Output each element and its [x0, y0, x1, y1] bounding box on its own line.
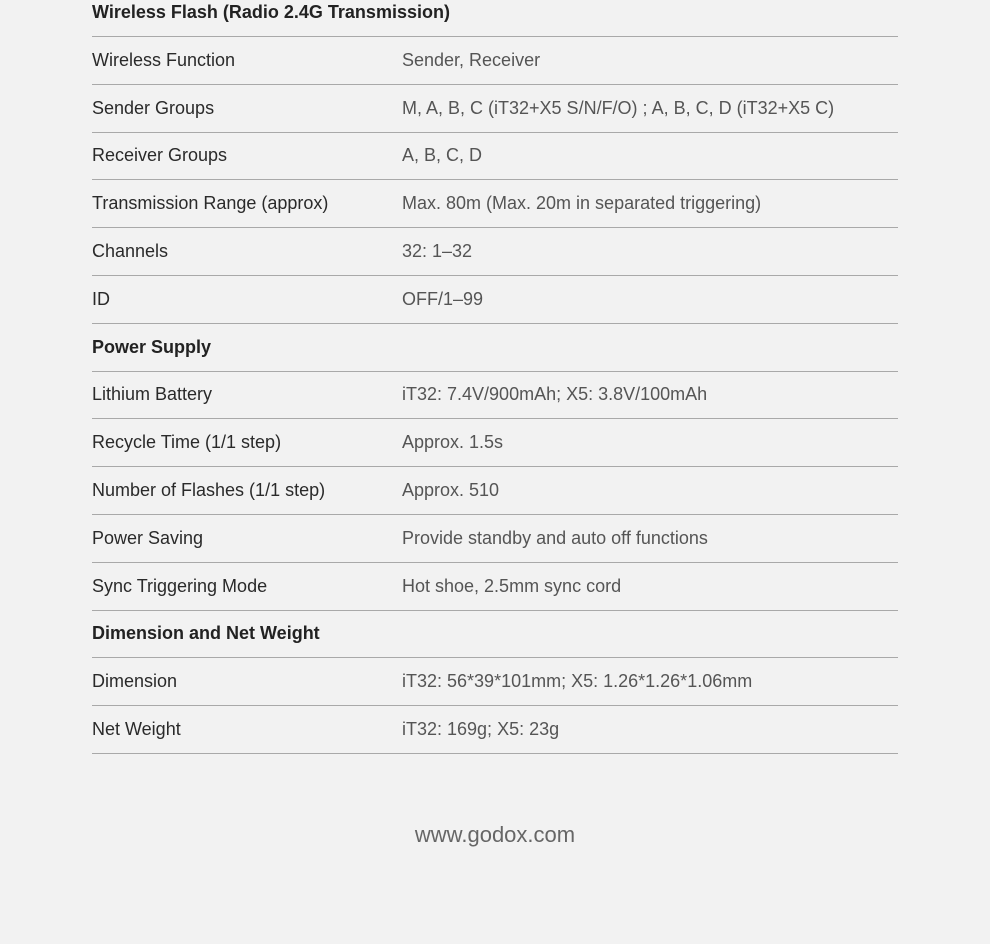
- spec-value: Hot shoe, 2.5mm sync cord: [402, 575, 622, 596]
- footer-website-url: www.godox.com: [414, 822, 576, 847]
- spec-label: Recycle Time (1/1 step): [92, 432, 282, 453]
- spec-value: OFF/1–99: [402, 288, 484, 309]
- spec-value: Sender, Receiver: [402, 49, 541, 70]
- section-header-wireless-flash: [92, 0, 898, 37]
- section-header-dimension-weight: [92, 611, 898, 659]
- spec-label: Transmission Range (approx): [92, 193, 329, 214]
- section-title: Power Supply: [92, 336, 212, 357]
- section-title: Wireless Flash (Radio 2.4G Transmission): [92, 2, 450, 22]
- spec-value: iT32: 169g; X5: 23g: [402, 718, 560, 739]
- spec-row-dimension: [92, 658, 898, 706]
- spec-label: Receiver Groups: [92, 145, 228, 166]
- spec-label: Number of Flashes (1/1 step): [92, 479, 326, 500]
- spec-value: Provide standby and auto off functions: [402, 527, 708, 548]
- spec-row-number-of-flashes: [92, 467, 898, 515]
- section-header-power-supply: [92, 324, 898, 372]
- spec-value: Approx. 510: [402, 479, 500, 500]
- spec-row-recycle-time: [92, 419, 898, 467]
- spec-row-transmission-range: [92, 180, 898, 228]
- spec-table: [92, 0, 898, 754]
- spec-row-net-weight: [92, 706, 898, 754]
- spec-label: ID: [92, 288, 110, 309]
- spec-row-channels: [92, 228, 898, 276]
- spec-value: Max. 80m (Max. 20m in separated triggering): [402, 193, 762, 214]
- spec-label: Lithium Battery: [92, 384, 213, 405]
- spec-value: iT32: 56*39*101mm; X5: 1.26*1.26*1.06mm: [402, 671, 753, 692]
- spec-label: Channels: [92, 240, 169, 261]
- spec-row-lithium-battery: [92, 372, 898, 420]
- spec-row-sync-triggering-mode: [92, 563, 898, 611]
- spec-value: iT32: 7.4V/900mAh; X5: 3.8V/100mAh: [402, 384, 708, 405]
- spec-value: M, A, B, C (iT32+X5 S/N/F/O) ; A, B, C, D (iT32+X5 C): [402, 97, 835, 118]
- spec-label: Wireless Function: [92, 49, 236, 70]
- spec-label: Sync Triggering Mode: [92, 575, 268, 596]
- spec-value: 32: 1–32: [402, 240, 473, 261]
- spec-row-id: [92, 276, 898, 324]
- spec-row-receiver-groups: [92, 133, 898, 181]
- spec-label: Power Saving: [92, 527, 204, 548]
- spec-row-power-saving: [92, 515, 898, 563]
- spec-row-wireless-function: [92, 37, 898, 85]
- spec-label: Net Weight: [92, 718, 181, 739]
- spec-value: Approx. 1.5s: [402, 432, 504, 453]
- spec-value: A, B, C, D: [402, 145, 483, 166]
- spec-label: Sender Groups: [92, 97, 215, 118]
- spec-row-sender-groups: [92, 85, 898, 133]
- spec-label: Dimension: [92, 671, 178, 692]
- section-title: Dimension and Net Weight: [92, 623, 320, 644]
